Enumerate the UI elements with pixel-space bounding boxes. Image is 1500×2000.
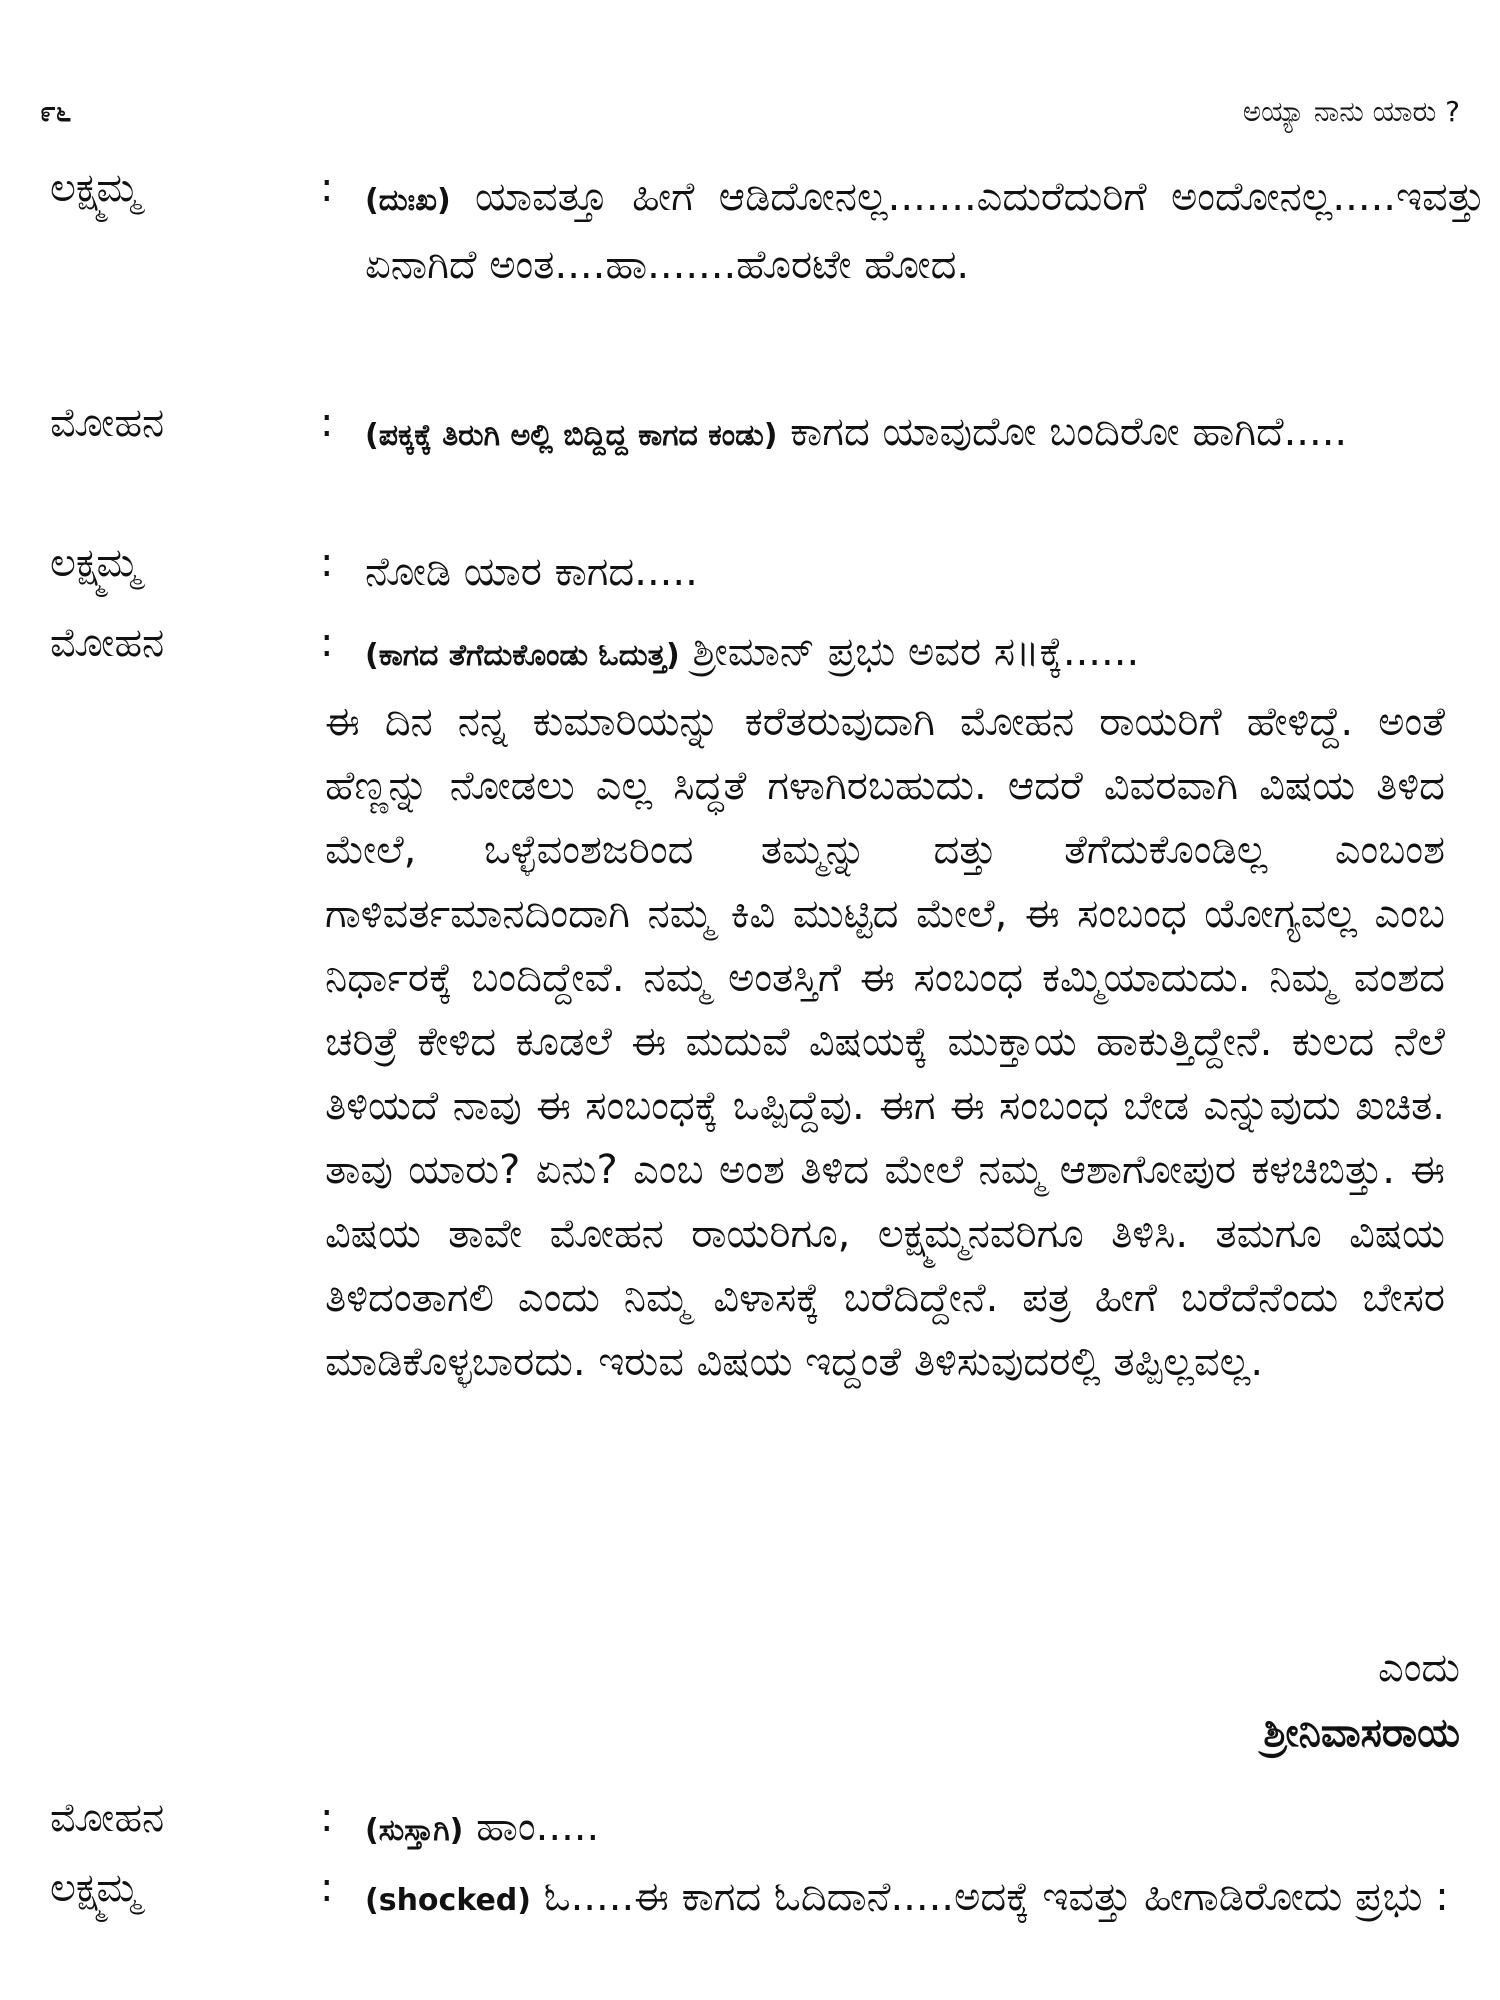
- speaker-name: ಮೋಹನ: [50, 620, 165, 666]
- dialogue-line: ನೋಡಿ ಯಾರ ಕಾಗದ.....: [365, 549, 698, 595]
- dialogue-text: [365, 1865, 1485, 1933]
- stage-direction: (ದುಃಖ): [365, 183, 451, 218]
- speaker-name: ಮೋಹನ: [50, 1795, 165, 1841]
- stage-direction: (ಕಾಗದ ತೆಗೆದುಕೊಂಡು ಓದುತ್ತ): [365, 638, 680, 673]
- running-title: ಅಯ್ಯಾ ನಾನು ಯಾರು ?: [1242, 95, 1460, 128]
- stage-direction: (shocked): [365, 1883, 531, 1918]
- letter-signature: ಶ್ರೀನಿವಾಸರಾಯ: [1263, 1710, 1460, 1756]
- speaker-colon: :: [320, 620, 334, 666]
- dialogue-line: ಓ.....ಈ ಕಾಗದ ಓದಿದಾನೆ.....ಅದಕ್ಕೆ ಇವತ್ತು ಹೀಗಾಡಿರೋದು ಪ್ರಭು :: [531, 1874, 1449, 1920]
- dialogue-line: ಯಾವತ್ತೂ ಹೀಗೆ ಆಡಿದೋನಲ್ಲ.......ಎದುರೆದುರಿಗೆ ಅಂದೋನಲ್ಲ.....ಇವತ್ತು ಏನಾಗಿದೆ ಅಂತ....ಹಾ.......ಹೊರಟೇ ಹೋದ.: [365, 174, 1485, 288]
- dialogue-text: [365, 165, 1485, 297]
- dialogue-text: [365, 400, 1485, 468]
- speaker-colon: :: [320, 400, 334, 446]
- letter-body: ಈ ದಿನ ನನ್ನ ಕುಮಾರಿಯನ್ನು ಕರೆತರುವುದಾಗಿ ಮೋಹನ ರಾಯರಿಗೆ ಹೇಳಿದ್ದೆ. ಅಂತೆ ಹೆಣ್ಣನ್ನು ನೋಡಲು ಎಲ್ಲ ಸಿದ್ಧತೆ ಗಳಾಗಿರಬಹುದು. ಆದರೆ ವಿವರವಾಗಿ ವಿಷಯ ತಿಳಿದ ಮೇಲೆ, ಒಳ್ಳೆವಂಶಜರಿಂದ ತಮ್ಮನ್ನು ದತ್ತು ತೆಗೆದುಕೊಂಡಿಲ್ಲ ಎಂಬಂಶ ಗಾಳಿವರ್ತಮಾನದಿಂದಾಗಿ ನಮ್ಮ ಕಿವಿ ಮುಟ್ಟಿದ ಮೇಲೆ, ಈ ಸಂಬಂಧ ಯೋಗ್ಯವಲ್ಲ ಎಂಬ ನಿರ್ಧಾರಕ್ಕೆ ಬಂದಿದ್ದೇವೆ. ನಮ್ಮ ಅಂತಸ್ತಿಗೆ ಈ ಸಂಬಂಧ ಕಮ್ಮಿಯಾದುದು. ನಿಮ್ಮ ವಂಶದ ಚರಿತ್ರೆ ಕೇಳಿದ ಕೂಡಲೆ ಈ ಮದುವೆ ವಿಷಯಕ್ಕೆ ಮುಕ್ತಾಯ ಹಾಕುತ್ತಿದ್ದೇನೆ. ಕುಲದ ನೆಲೆ ತಿಳಿಯದೆ ನಾವು ಈ ಸಂಬಂಧಕ್ಕೆ ಒಪ್ಪಿದ್ದೆವು. ಈಗ ಈ ಸಂಬಂಧ ಬೇಡ ಎನ್ನುವುದು ಖಚಿತ. ತಾವು ಯಾರು? ಏನು? ಎಂಬ ಅಂಶ ತಿಳಿದ ಮೇಲೆ ನಮ್ಮ ಆಶಾಗೋಪುರ ಕಳಚಿಬಿತ್ತು. ಈ ವಿಷಯ ತಾವೇ ಮೋಹನ ರಾಯರಿಗೂ, ಲಕ್ಷ್ಮಮ್ಮನವರಿಗೂ ತಿಳಿಸಿ. ತಮಗೂ ವಿಷಯ ತಿಳಿದಂತಾಗಲಿ ಎಂದು ನಿಮ್ಮ ವಿಳಾಸಕ್ಕೆ ಬರೆದಿದ್ದೇನೆ. ಪತ್ರ ಹೀಗೆ ಬರೆದೆನೆಂದು ಬೇಸರ ಮಾಡಿಕೊಳ್ಳಬಾರದು. ಇರುವ ವಿಷಯ ಇದ್ದಂತೆ ತಿಳಿಸುವುದರಲ್ಲಿ ತಪ್ಪಿಲ್ಲವಲ್ಲ.: [325, 699, 1445, 1385]
- speaker-name: ಲಕ್ಷ್ಮಮ್ಮ: [50, 165, 140, 211]
- stage-direction: (ಪಕ್ಕಕ್ಕೆ ತಿರುಗಿ ಅಲ್ಲಿ ಬಿದ್ದಿದ್ದ ಕಾಗದ ಕಂಡು): [365, 418, 778, 453]
- dialogue-line: ಶ್ರೀಮಾನ್ ಪ್ರಭು ಅವರ ಸ॥ಕ್ಕೆ......: [679, 629, 1140, 675]
- speaker-colon: :: [320, 1795, 334, 1841]
- stage-direction: (ಸುಸ್ತಾಗಿ): [365, 1813, 464, 1848]
- speaker-colon: :: [320, 1865, 334, 1911]
- speaker-name: ಲಕ್ಷ್ಮಮ್ಮ: [50, 1865, 140, 1911]
- dialogue-line: ಕಾಗದ ಯಾವುದೋ ಬಂದಿರೋ ಹಾಗಿದೆ.....: [777, 409, 1348, 455]
- page-number: ೯೬: [40, 95, 72, 128]
- dialogue-line: ಹಾಂ.....: [463, 1804, 600, 1850]
- dialogue-text: [365, 1795, 1485, 1863]
- speaker-name: ಲಕ್ಷ್ಮಮ್ಮ: [50, 540, 140, 586]
- speaker-colon: :: [320, 165, 334, 211]
- speaker-name: ಮೋಹನ: [50, 400, 165, 446]
- speaker-colon: :: [320, 540, 334, 586]
- dialogue-text: [365, 540, 1485, 604]
- page-header: [40, 95, 1460, 135]
- dialogue-text: [365, 620, 1485, 688]
- letter-sign-off: ಎಂದು: [1378, 1645, 1460, 1691]
